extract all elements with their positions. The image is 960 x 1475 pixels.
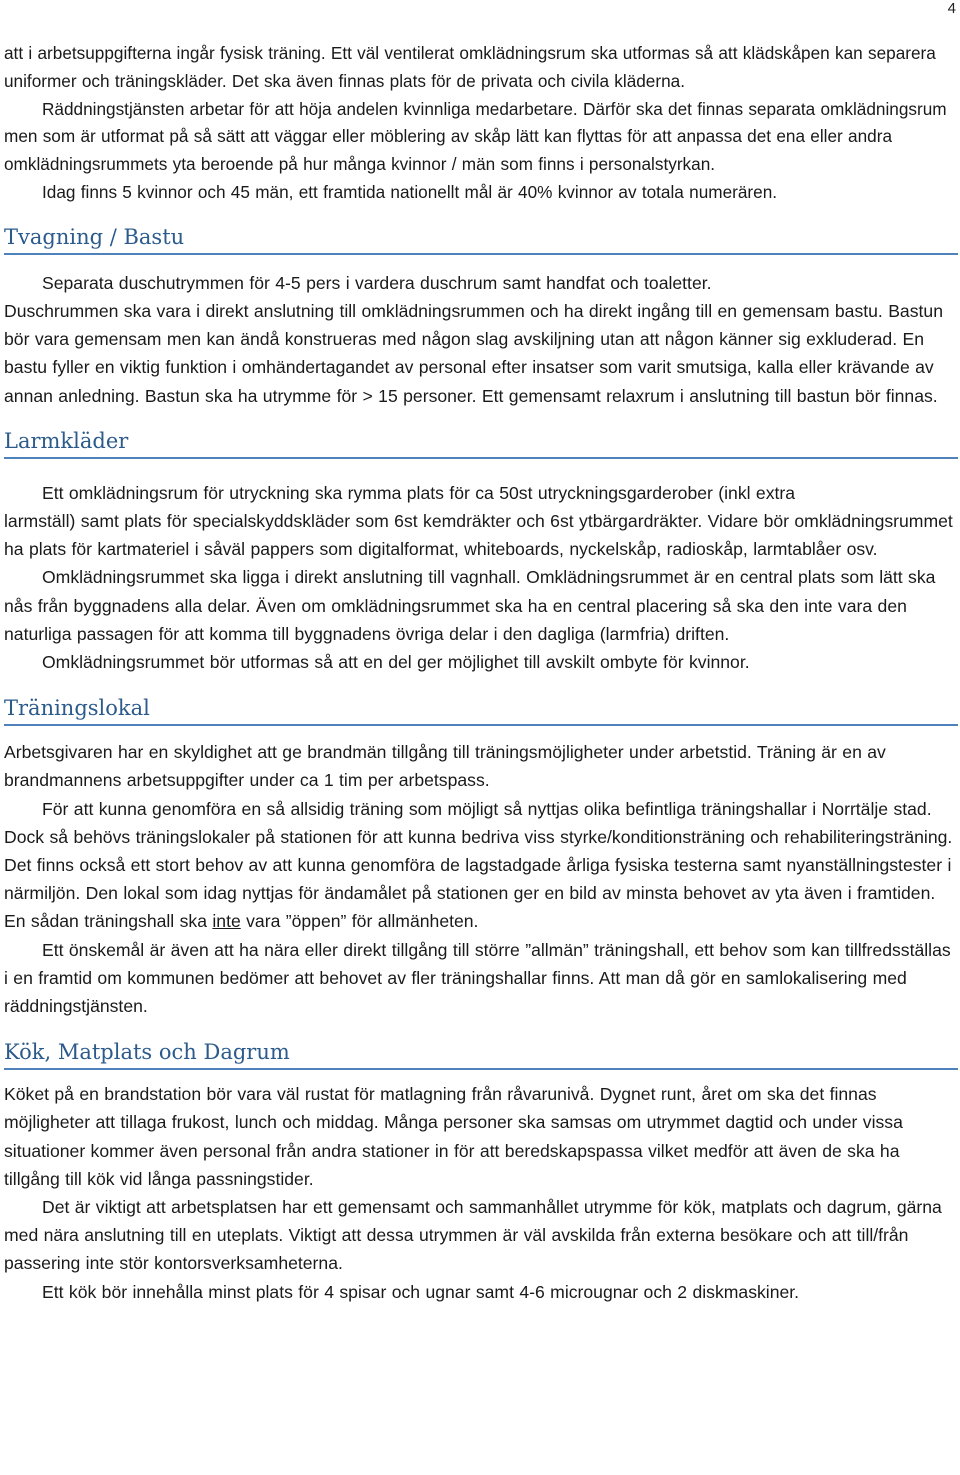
kok-paragraph-2: Det är viktigt att arbetsplatsen har ett gemensamt och sammanhållet utrymme för kök, matplats och dagrum, gärna med nära anslutning till en uteplats. Viktigt att dessa utrymmen är väl avskilda från externa besökare och att till/från passering inte stör kontorsverksamheterna. (4, 1197, 942, 1274)
larmklader-paragraph-1-rest: larmställ) samt plats för specialskyddskläder som 6st kemdräkter och 6st ytbärgardräkter. Vidare bör omklädningsrummet ha plats för kartmateriel i såväl pappers som digitalformat, whiteboards, nyckelskåp, radioskåp, larmtablåer osv. (4, 511, 953, 560)
kok-paragraph-3: Ett kök bör innehålla minst plats för 4 spisar och ugnar samt 4-6 microugnar och 2 diskmaskiner. (42, 1281, 800, 1302)
traningslokal-paragraph-3: Ett önskemål är även att ha nära eller direkt tillgång till större ”allmän” träningshall, ett behov som kan tillfredsställas i en framtid om kommunen bedömer att behovet av fler träningshallar finns. Att man då gör en samlokalisering med räddningstjänsten. (4, 939, 951, 1017)
traningslokal-underlined-word: inte (212, 911, 241, 932)
document-page (4, 40, 958, 1306)
larmklader-paragraph-2: Omklädningsrummet ska ligga i direkt anslutning till vagnhall. Omklädningsrummet är en central plats som lätt ska nås från byggnadens alla delar. Även om omklädningsrummet ska ha en central placering så ska den inte vara den naturliga passagen för att komma till byggnadens övriga delar i den dagliga (larmfria) driften. (4, 567, 936, 644)
traningslokal-paragraph-2-text: För att kunna genomföra en så allsidig träning som möjligt så nyttjas olika befintliga träningshallar i Norrtälje stad. Dock så behövs träningslokaler på stationen för att kunna bedriva viss styrke/konditionsträning och rehabiliteringsträning. Det finns också ett stort behov av att kunna genomföra de lagstadgade årliga fysiska testerna samt nyanställningstester i närmiljön. Den lokal som idag nyttjas för ändamålet på stationen ger en bild av minsta behovet av yta även i framtiden. En sådan träningshall ska (4, 798, 953, 932)
heading-kok-matplats-dagrum: Kök, Matplats och Dagrum (4, 1038, 958, 1070)
heading-larmklader: Larmkläder (4, 427, 958, 459)
larmklader-paragraph-1-first-line: Ett omklädningsrum för utryckning ska rymma plats för ca 50st utryckningsgarderober (inkl extra (42, 482, 796, 503)
kok-paragraph-1: Köket på en brandstation bör vara väl rustat för matlagning från råvarunivå. Dygnet runt, året om ska det finnas möjligheter att tillaga frukost, lunch och middag. Många personer ska samsas om utrymmet dagtid och under vissa situationer kommer även personal från andra stationer in för att beredskapspassa vilket medför att även de ska ha tillgång till kök vid långa passningstider. (4, 1084, 903, 1189)
traningslokal-paragraph-1: Arbetsgivaren har en skyldighet att ge brandmän tillgång till träningsmöjligheter under arbetstid. Träning är en av brandmannens arbetsuppgifter under ca 1 tim per arbetspass. (4, 742, 886, 791)
heading-tvagning-bastu: Tvagning / Bastu (4, 223, 958, 255)
intro-paragraph-2: Räddningstjänsten arbetar för att höja andelen kvinnliga medarbetare. Därför ska det finnas separata omklädningsrum men som är utformat på så sätt att väggar eller möblering av skåp lätt kan flyttas för att anpassa det ena eller andra omklädningsrummets yta beroende på hur många kvinnor / män som finns i personalstyrkan. (4, 98, 947, 175)
traningslokal-paragraph-2 (4, 795, 958, 936)
intro-paragraph-3: Idag finns 5 kvinnor och 45 män, ett framtida nationellt mål är 40% kvinnor av totala numerären. (42, 181, 778, 202)
tvagning-paragraph-1: Separata duschutrymmen för 4-5 pers i vardera duschrum samt handfat och toaletter. (42, 272, 712, 293)
larmklader-paragraph-1 (4, 479, 958, 564)
intro-section (4, 40, 958, 207)
page-number: 4 (947, 0, 956, 17)
tvagning-paragraph-2: Duschrummen ska vara i direkt anslutning till omklädningsrummen och ha direkt ingång till en gemensam bastu. Bastun bör vara gemensam men kan ändå konstrueras med någon slag avskiljning utan att någon känner sig exkluderad. En bastu fyller en viktig funktion i omhändertagandet av personal efter insatser som varit smutsiga, kalla eller krävande av annan anledning. Bastun ska ha utrymme för > 15 personer. Ett gemensamt relaxrum i anslutning till bastun bör finnas. (4, 300, 943, 406)
intro-paragraph-1: att i arbetsuppgifterna ingår fysisk träning. Ett väl ventilerat omklädningsrum ska utformas så att klädskåpen kan separera uniformer och träningskläder. Det ska även finnas plats för de privata och civila kläderna. (4, 43, 936, 91)
larmklader-paragraph-3: Omklädningsrummet bör utformas så att en del ger möjlighet till avskilt ombyte för kvinnor. (42, 652, 750, 673)
heading-traningslokal: Träningslokal (4, 694, 958, 726)
traningslokal-paragraph-2-end: vara ”öppen” för allmänheten. (240, 911, 479, 932)
